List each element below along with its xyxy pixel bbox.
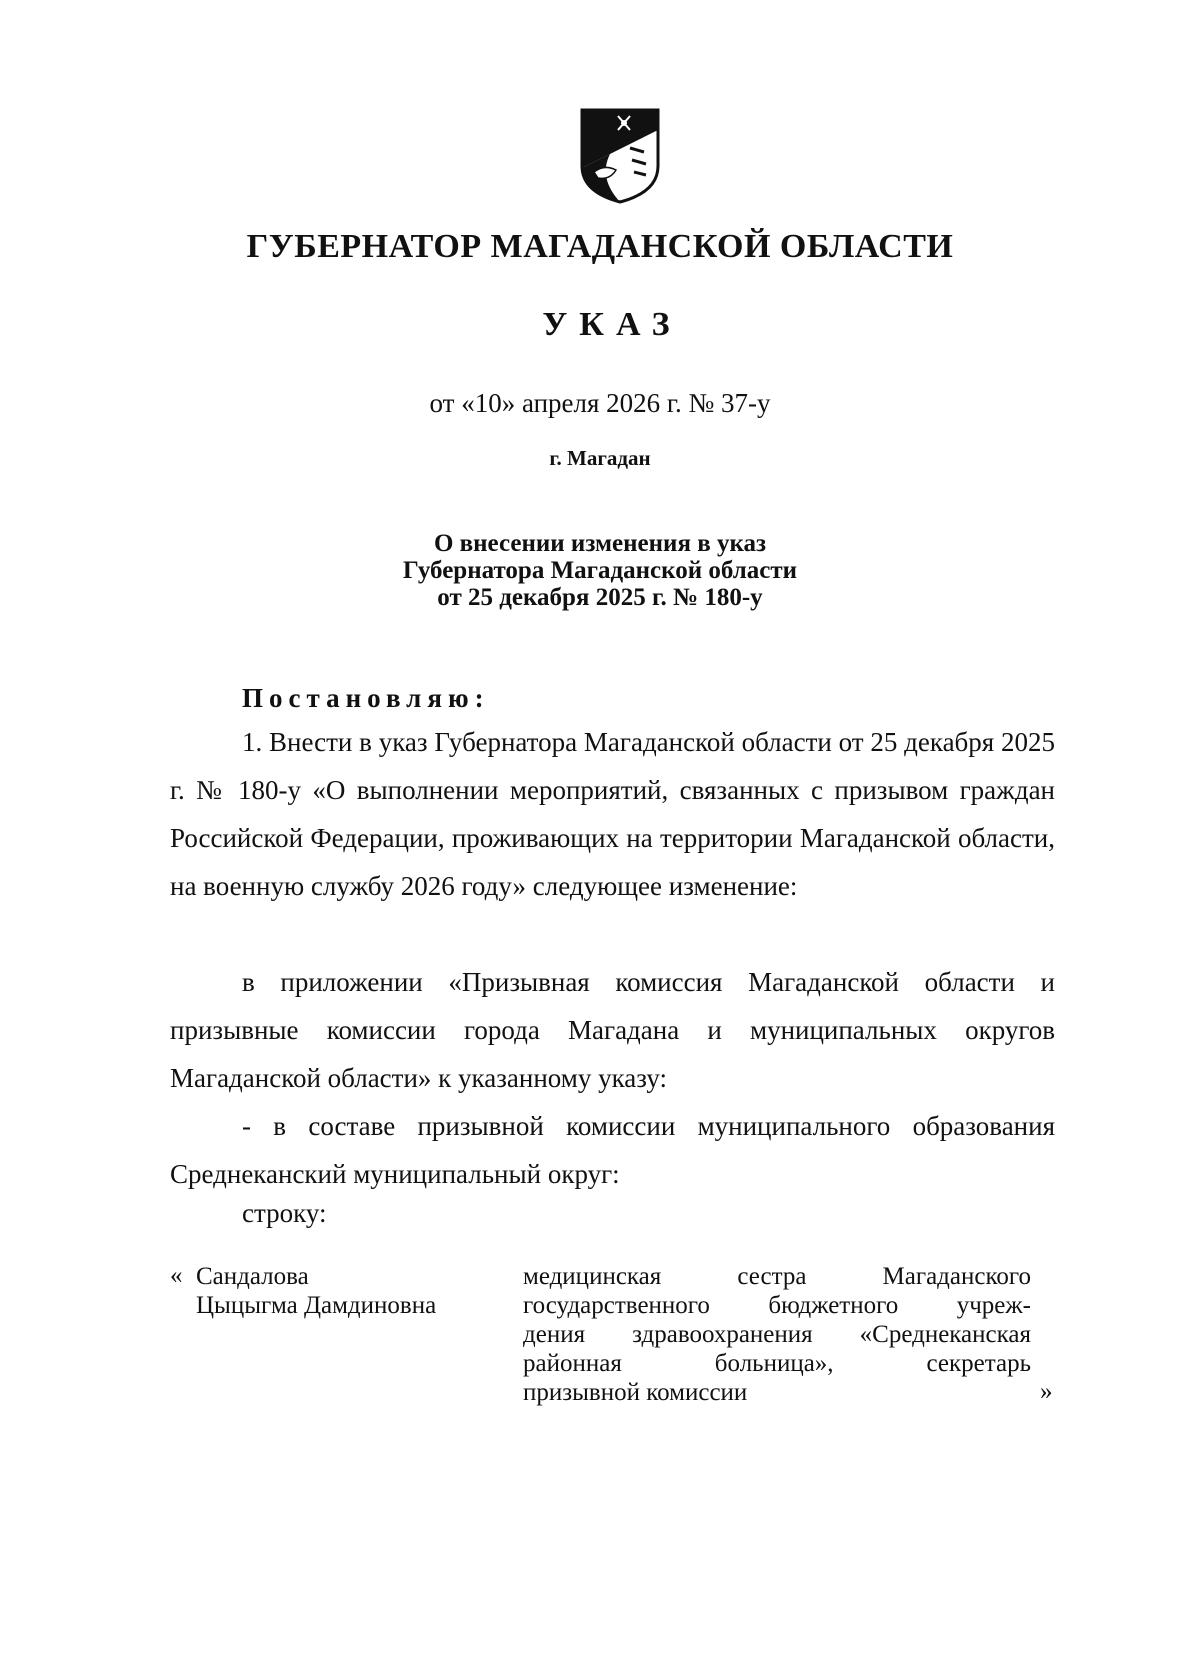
date-and-number: от «10» апреля 2026 г. № 37-у xyxy=(429,388,771,418)
role-line: дения здравоохранения «Среднеканская xyxy=(523,1321,1031,1348)
subject-line: от 25 декабря 2025 г. № 180-у xyxy=(437,584,763,611)
member-role xyxy=(523,1262,1031,1407)
paragraph-2: в приложении «Призывная комиссия Магаданской области и призывные комиссии города Магадана и муниципальных округов Магаданской области» к указанному указу: xyxy=(170,967,1055,1093)
document-subject xyxy=(0,530,1200,611)
coat-of-arms-icon xyxy=(580,108,660,204)
member-name xyxy=(196,1262,436,1320)
open-quote: « xyxy=(170,1262,183,1289)
subject-line: Губернатора Магаданской области xyxy=(402,557,798,584)
paragraph-3: - в составе призывной комиссии муниципального образования Среднеканский муниципальный округ: xyxy=(170,1111,1055,1189)
paragraph-4: строку: xyxy=(242,1198,327,1228)
role-line: районная больница», секретарь xyxy=(523,1350,1031,1377)
role-line: государственного бюджетного учреж- xyxy=(523,1292,1031,1319)
member-given-names: Цыцыгма Дамдиновна xyxy=(196,1292,437,1319)
subject-line: О внесении изменения в указ xyxy=(433,530,767,557)
role-line: призывной комиссии xyxy=(523,1379,748,1406)
document-type: УКАЗ xyxy=(542,306,682,343)
close-quote: » xyxy=(1040,1378,1053,1405)
role-line: медицинская сестра Магаданского xyxy=(523,1263,1031,1290)
city: г. Магадан xyxy=(549,446,651,470)
member-surname: Сандалова xyxy=(196,1263,309,1290)
decree-word: Постановляю: xyxy=(242,683,490,713)
paragraph-1: 1. Внести в указ Губернатора Магаданской области от 25 декабря 2025 г. № 180-у «О выполнении мероприятий, связанных с призывом граждан Российской Федерации, проживающих на территории Магаданской области, на военную службу 2026 году» следующее изменение: xyxy=(170,727,1055,901)
issuer-title: ГУБЕРНАТОР МАГАДАНСКОЙ ОБЛАСТИ xyxy=(246,228,954,265)
